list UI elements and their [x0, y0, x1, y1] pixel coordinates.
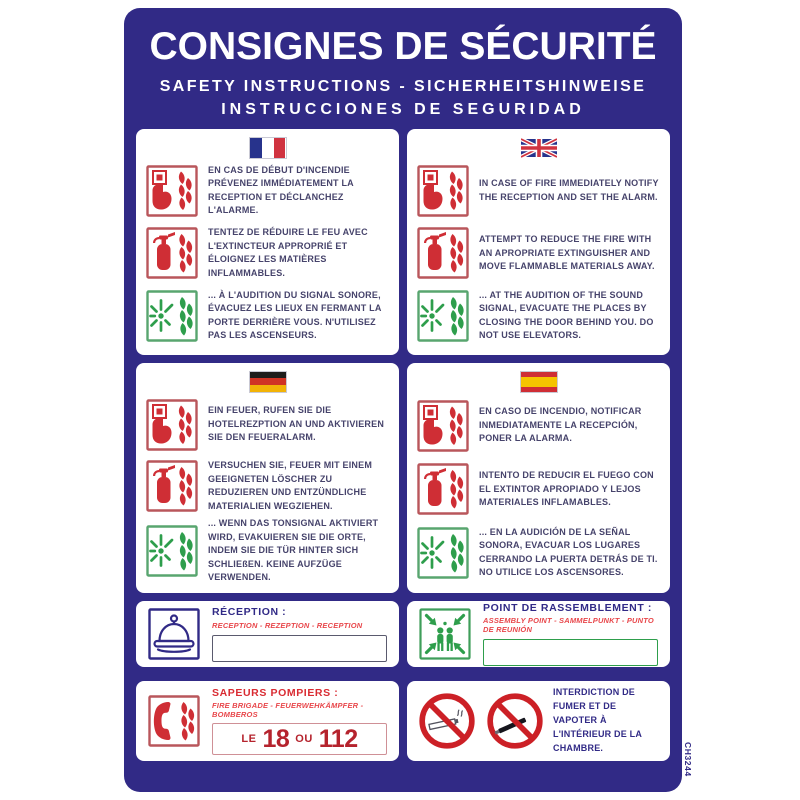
fire-brigade-translations: FIRE BRIGADE - FEUERWEHKÄMPFER - BOMBEROS: [212, 701, 364, 720]
fire-extinguisher-icon: [146, 460, 198, 512]
france-flag-icon: [250, 138, 286, 158]
sound-signal-icon: [417, 527, 469, 579]
instruction-row: [144, 394, 391, 456]
instruction-row: [144, 517, 391, 585]
panel-assembly-point: [407, 601, 670, 667]
instruction-row: [415, 394, 662, 458]
instruction-row: [415, 521, 662, 585]
assembly-point-translations: ASSEMBLY POINT - SAMMELPUNKT - PUNTO DE REUNIÓN: [483, 616, 654, 635]
instruction-text: EN CAS DE DÉBUT D'INCENDIE PRÉVENEZ IMMÉDIATEMENT LA RECEPTION ET DÉCLANCHEZ L'ALARME.: [208, 164, 354, 216]
sound-signal-icon: [146, 525, 198, 577]
reception-title: RÉCEPTION :: [212, 606, 287, 619]
reception-bell-icon: [148, 608, 200, 660]
instruction-text: ... AT THE AUDITION OF THE SOUND SIGNAL, EVACUATE THE PLACES BY CLOSING THE DOOR BEHIND YOU. DO NOT USE ELEVATORS.: [479, 289, 654, 341]
uk-flag-icon: [521, 138, 557, 158]
instruction-text: EIN FEUER, RUFEN SIE DIE HOTELREZPTION AN UND AKTIVIEREN SIE DEN FEUERALARM.: [208, 405, 385, 443]
instruction-text: INTENTO DE REDUCIR EL FUEGO CON EL EXTINTOR APROPIADO Y LEJOS MATERIALES INFLAMABLES.: [479, 470, 654, 508]
assembly-point-title: POINT DE RASSEMBLEMENT :: [483, 601, 652, 614]
panel-fire-brigade: [136, 681, 399, 761]
instruction-row: [415, 160, 662, 222]
sign-subtitle-es: INSTRUCCIONES DE SEGURIDAD: [221, 100, 585, 118]
instruction-text: ... EN LA AUDICIÓN DE LA SEÑAL SONORA, EVACUAR LOS LUGARES CERRANDO LA PUERTA DETRÁS DE TI. NO UTILICE LOS ASCENSORES.: [479, 526, 658, 578]
panel-reception: [136, 601, 399, 667]
phone-number-18: 18: [262, 724, 290, 753]
sign-header: [136, 16, 670, 119]
sound-signal-icon: [417, 290, 469, 342]
no-vaping-icon: [485, 691, 545, 751]
reception-translations: RECEPTION - REZEPTION - RECEPTION: [212, 620, 363, 630]
fire-brigade-title: SAPEURS POMPIERS :: [212, 686, 339, 699]
no-smoking-icon: [417, 691, 477, 751]
instruction-text: IN CASE OF FIRE IMMEDIATELY NOTIFY THE RECEPTION AND SET THE ALARM.: [479, 178, 659, 202]
fire-extinguisher-icon: [417, 463, 469, 515]
assembly-point-icon: [419, 608, 471, 660]
panel-german: [136, 363, 399, 593]
instruction-text: ... À L'AUDITION DU SIGNAL SONORE, ÉVACUEZ LES LIEUX EN FERMANT LA PORTE DERRIÈRE VOUS. N'UTILISEZ PAS LES ASCENSEURS.: [208, 289, 382, 341]
fire-extinguisher-icon: [146, 227, 198, 279]
emergency-numbers: [212, 723, 387, 755]
instruction-row: [144, 160, 391, 222]
instruction-row: [144, 222, 391, 284]
fire-alarm-icon: [417, 400, 469, 452]
emergency-phone-icon: [148, 695, 200, 747]
instruction-text: ... WENN DAS TONSIGNAL AKTIVIERT WIRD, EVAKUIEREN SIE DIE ORTE, INDEM SIE DIE TÜR HINTER SICH SCHLIEßEN. KEINE AUFZÜGE VERWENDEN.: [208, 518, 379, 583]
phone-conjunction: OU: [295, 733, 313, 746]
sound-signal-icon: [146, 290, 198, 342]
instruction-row: [415, 284, 662, 346]
instruction-text: ATTEMPT TO REDUCE THE FIRE WITH AN APROPRIATE EXTINGUISHER AND MOVE FLAMMABLE MATERIALS AWAY.: [479, 234, 655, 272]
product-code: CH3244: [683, 742, 693, 777]
phone-prefix: LE: [241, 733, 257, 746]
instruction-row: [415, 222, 662, 284]
panel-spanish: [407, 363, 670, 593]
panels-grid: [136, 129, 670, 761]
instruction-text: TENTEZ DE RÉDUIRE LE FEU AVEC L'EXTINCTEUR APPROPRIÉ ET ÉLOIGNEZ LES MATIÈRES INFLAMMABLES.: [208, 227, 368, 278]
no-smoking-text: INTERDICTION DE FUMER ET DE VAPOTER À L'INTÉRIEUR DE LA CHAMBRE.: [553, 686, 642, 753]
sign-title: CONSIGNES DE SÉCURITÉ: [149, 25, 657, 68]
panel-no-smoking: [407, 681, 670, 761]
spain-flag-icon: [521, 372, 557, 392]
instruction-row: [144, 284, 391, 346]
fire-alarm-icon: [146, 165, 198, 217]
reception-writein-box: [212, 635, 387, 662]
assembly-point-writein-box: [483, 639, 658, 666]
instruction-text: VERSUCHEN SIE, FEUER MIT EINEM GEEIGNETEN LÖSCHER ZU REDUZIEREN UND ENTZÜNDLICHE MATERIALIEN WEGZIEHEN.: [208, 460, 373, 511]
germany-flag-icon: [250, 372, 286, 392]
safety-sign: [124, 8, 682, 792]
fire-alarm-icon: [146, 399, 198, 451]
phone-number-112: 112: [318, 724, 358, 753]
fire-extinguisher-icon: [417, 227, 469, 279]
panel-english: [407, 129, 670, 355]
instruction-row: [415, 457, 662, 521]
panel-french: [136, 129, 399, 355]
instruction-text: EN CASO DE INCENDIO, NOTIFICAR INMEDIATAMENTE LA RECEPCIÓN, PONER LA ALARMA.: [479, 406, 642, 444]
fire-alarm-icon: [417, 165, 469, 217]
sign-subtitle-en-de: SAFETY INSTRUCTIONS - SICHERHEITSHINWEISE: [159, 77, 647, 95]
instruction-row: [144, 456, 391, 518]
